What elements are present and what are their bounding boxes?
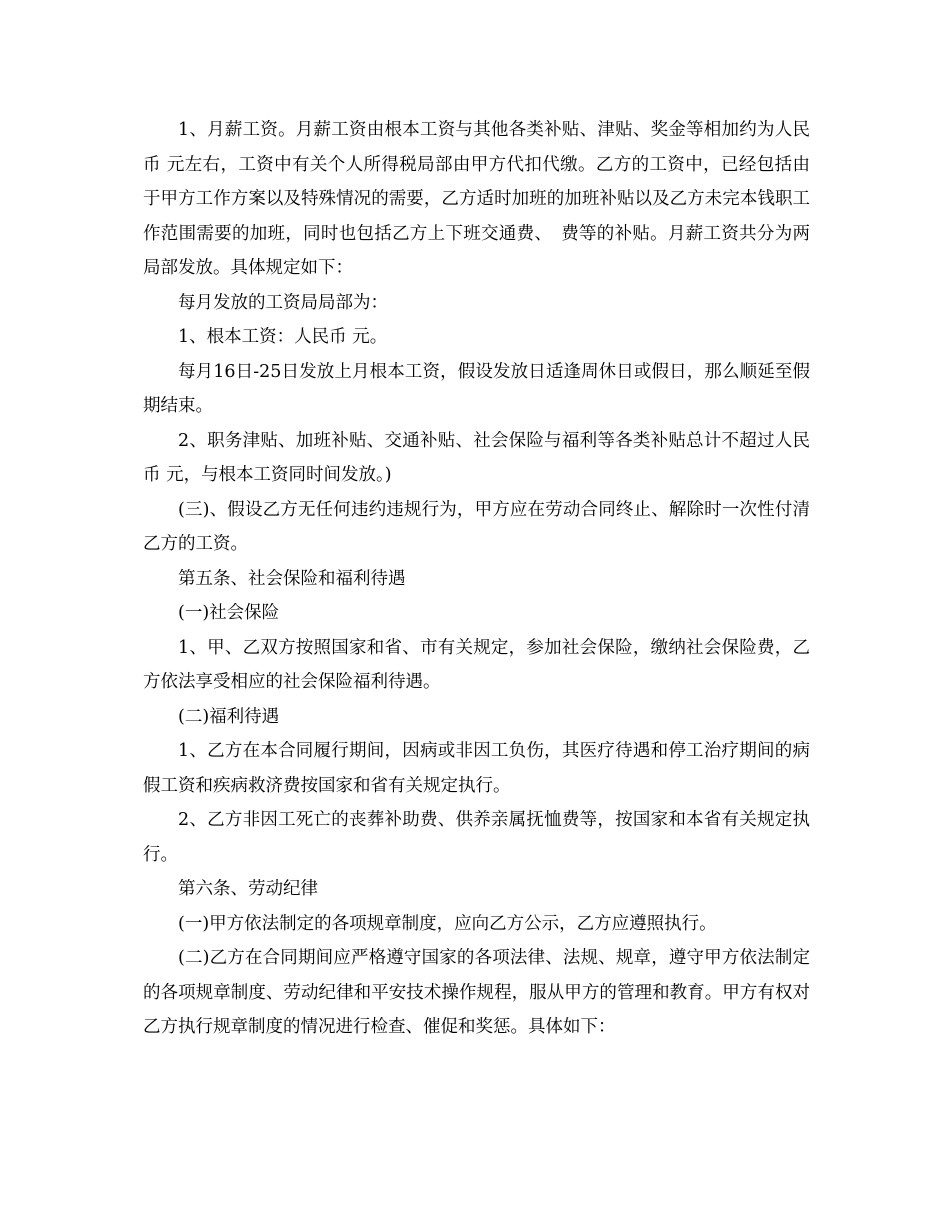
- paragraph-social-insurance: 1、甲、乙双方按照国家和省、市有关规定，参加社会保险，缴纳社会保险费，乙方依法享受相应的社会保险福利待遇。: [143, 637, 810, 692]
- paragraph-death-benefits: 2、乙方非因工死亡的丧葬补助费、供养亲属抚恤费等，按国家和本省有关规定执行。: [143, 810, 810, 865]
- paragraph-monthly-portion: 每月发放的工资局局部为：: [178, 292, 388, 313]
- paragraph-base-salary: 1、根本工资：人民币 元。: [178, 327, 388, 347]
- paragraph-final-settlement: (三)、假设乙方无任何违约违规行为，甲方应在劳动合同终止、解除时一次性付清乙方的工资。: [143, 499, 810, 554]
- subheading-welfare: (二)福利待遇: [178, 706, 280, 727]
- section-heading-article-5: 第五条、社会保险和福利待遇: [178, 568, 406, 589]
- paragraph-rules-disclosure: (一)甲方依法制定的各项规章制度，应向乙方公示，乙方应遵照执行。: [178, 913, 717, 934]
- paragraph-rules-compliance: (二)乙方在合同期间应严格遵守国家的各项法律、法规、规章，遵守甲方依法制定的各项规章制度、劳动纪律和平安技术操作规程，服从甲方的管理和教育。甲方有权对乙方执行规章制度的情况进行检查、催促和奖惩。具体如下：: [143, 948, 810, 1037]
- paragraph-pay-date: 每月16日-25日发放上月根本工资，假设发放日适逢周休日或假日，那么顺延至假期结束。: [143, 361, 810, 416]
- document-body: [143, 113, 810, 1045]
- paragraph-allowances: 2、职务津贴、加班补贴、交通补贴、社会保险与福利等各类补贴总计不超过人民币 元，与根本工资同时间发放。): [143, 430, 810, 485]
- subheading-social-insurance: (一)社会保险: [178, 603, 280, 623]
- paragraph-monthly-salary: 1、月薪工资。月薪工资由根本工资与其他各类补贴、津贴、奖金等相加约为人民币 元左右，工资中有关个人所得税局部由甲方代扣代缴。乙方的工资中，已经包括由于甲方工作方案以及特殊情况的需要，乙方适时加班的加班补贴以及乙方未完本钱职工作范围需要的加班，同时也包括乙方上下班交通费、 费等的补贴。月薪工资共分为两局部发放。具体规定如下：: [143, 120, 810, 278]
- paragraph-sick-leave: 1、乙方在本合同履行期间，因病或非因工负伤，其医疗待遇和停工治疗期间的病假工资和疾病救济费按国家和省有关规定执行。: [143, 741, 810, 796]
- section-heading-article-6: 第六条、劳动纪律: [178, 879, 318, 899]
